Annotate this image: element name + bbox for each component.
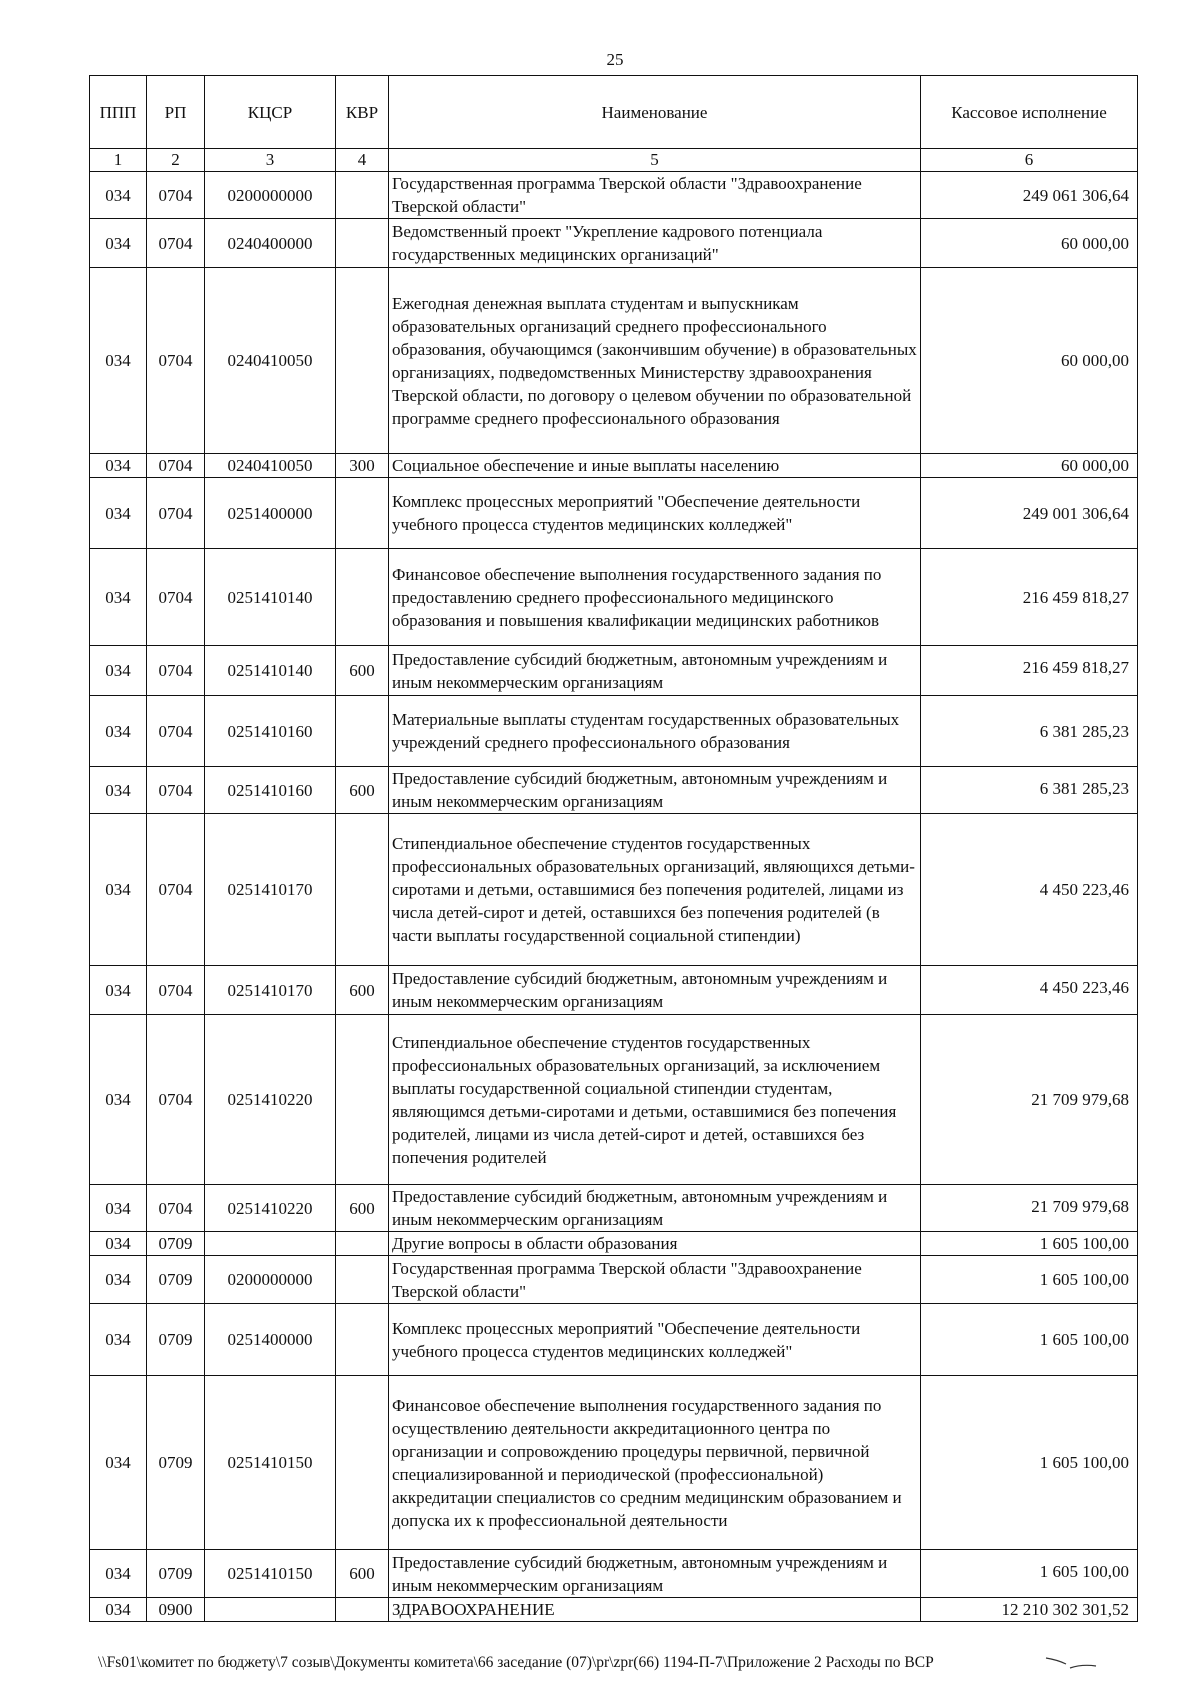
pen-mark-icon: [1044, 1654, 1100, 1672]
cell-amount: 1 605 100,00: [921, 1232, 1138, 1256]
cell-kcsr: 0251400000: [205, 1304, 336, 1376]
header-ppp: ППП: [90, 76, 147, 149]
cell-name: Комплекс процессных мероприятий "Обеспечение деятельности учебного процесса студентов медицинских колледжей": [389, 478, 921, 549]
cell-kcsr: 0251410220: [205, 1185, 336, 1232]
cell-amount: 1 605 100,00: [921, 1376, 1138, 1550]
cell-kvr: 300: [336, 454, 389, 478]
cell-kcsr: 0251410150: [205, 1550, 336, 1598]
cell-name: Материальные выплаты студентам государственных образовательных учреждений среднего профессионального образования: [389, 696, 921, 767]
cell-rp: 0709: [147, 1256, 205, 1304]
cell-rp: 0900: [147, 1598, 205, 1622]
cell-rp: 0709: [147, 1376, 205, 1550]
cell-amount: 216 459 818,27: [921, 549, 1138, 646]
column-number: 3: [205, 149, 336, 172]
cell-kcsr: [205, 1598, 336, 1622]
cell-amount: 12 210 302 301,52: [921, 1598, 1138, 1622]
cell-kvr: [336, 549, 389, 646]
cell-name: Другие вопросы в области образования: [389, 1232, 921, 1256]
cell-kcsr: 0251410160: [205, 767, 336, 814]
cell-ppp: 034: [90, 1256, 147, 1304]
cell-ppp: 034: [90, 966, 147, 1015]
cell-rp: 0709: [147, 1232, 205, 1256]
cell-amount: 1 605 100,00: [921, 1256, 1138, 1304]
table-row: [90, 814, 1138, 966]
cell-amount: 1 605 100,00: [921, 1304, 1138, 1376]
cell-kcsr: 0200000000: [205, 1256, 336, 1304]
cell-ppp: 034: [90, 1550, 147, 1598]
cell-kcsr: 0251410220: [205, 1015, 336, 1185]
cell-rp: 0704: [147, 219, 205, 268]
cell-name: Государственная программа Тверской области "Здравоохранение Тверской области": [389, 1256, 921, 1304]
cell-rp: 0709: [147, 1550, 205, 1598]
cell-ppp: 034: [90, 1015, 147, 1185]
cell-kcsr: 0240400000: [205, 219, 336, 268]
cell-rp: 0704: [147, 172, 205, 219]
cell-kvr: [336, 478, 389, 549]
column-number: 5: [389, 149, 921, 172]
cell-kvr: [336, 1376, 389, 1550]
cell-amount: 216 459 818,27: [921, 646, 1138, 696]
table-row: [90, 696, 1138, 767]
cell-amount: 21 709 979,68: [921, 1015, 1138, 1185]
cell-rp: 0704: [147, 966, 205, 1015]
cell-rp: 0704: [147, 814, 205, 966]
cell-kcsr: 0251410170: [205, 814, 336, 966]
cell-ppp: 034: [90, 1304, 147, 1376]
cell-name: Ежегодная денежная выплата студентам и выпускникам образовательных организаций среднего профессионального образования, обучающимся (закончившим обучение) в образовательных организациях, подведомственных Министерству здравоохранения Тверской области, по договору о целевом обучении по образовательной программе среднего профессионального образования: [389, 268, 921, 454]
column-number: 1: [90, 149, 147, 172]
cell-kvr: 600: [336, 1185, 389, 1232]
cell-name: Предоставление субсидий бюджетным, автономным учреждениям и иным некоммерческим организациям: [389, 966, 921, 1015]
cell-name: Предоставление субсидий бюджетным, автономным учреждениям и иным некоммерческим организациям: [389, 646, 921, 696]
cell-rp: 0704: [147, 767, 205, 814]
cell-kvr: [336, 1015, 389, 1185]
column-number: 2: [147, 149, 205, 172]
cell-kcsr: 0251410140: [205, 646, 336, 696]
cell-ppp: 034: [90, 1232, 147, 1256]
cell-name: Стипендиальное обеспечение студентов государственных профессиональных образовательных организаций, являющихся детьми-сиротами и детьми, оставшимися без попечения родителей, лицами из числа детей-сирот и детей, оставшихся без попечения родителей (в части выплаты государственной социальной стипендии): [389, 814, 921, 966]
cell-name: Предоставление субсидий бюджетным, автономным учреждениям и иным некоммерческим организациям: [389, 767, 921, 814]
cell-name: Предоставление субсидий бюджетным, автономным учреждениям и иным некоммерческим организациям: [389, 1185, 921, 1232]
cell-kvr: [336, 1256, 389, 1304]
cell-kvr: 600: [336, 767, 389, 814]
column-number-row: [90, 149, 1138, 172]
cell-kvr: 600: [336, 966, 389, 1015]
budget-table: [89, 75, 1138, 1622]
cell-amount: 4 450 223,46: [921, 814, 1138, 966]
cell-rp: 0704: [147, 696, 205, 767]
table-row: [90, 767, 1138, 814]
cell-name: Социальное обеспечение и иные выплаты населению: [389, 454, 921, 478]
cell-ppp: 034: [90, 268, 147, 454]
column-number: 6: [921, 149, 1138, 172]
cell-rp: 0704: [147, 454, 205, 478]
cell-ppp: 034: [90, 1185, 147, 1232]
page-number: 25: [606, 50, 624, 69]
cell-rp: 0709: [147, 1304, 205, 1376]
cell-amount: 4 450 223,46: [921, 966, 1138, 1015]
cell-ppp: 034: [90, 1598, 147, 1622]
cell-ppp: 034: [90, 646, 147, 696]
cell-amount: 249 001 306,64: [921, 478, 1138, 549]
column-number: 4: [336, 149, 389, 172]
table-row: [90, 646, 1138, 696]
cell-rp: 0704: [147, 1185, 205, 1232]
cell-kvr: [336, 1232, 389, 1256]
cell-name: Государственная программа Тверской области "Здравоохранение Тверской области": [389, 172, 921, 219]
table-row: [90, 268, 1138, 454]
cell-name: Стипендиальное обеспечение студентов государственных профессиональных образовательных организаций, за исключением выплаты государственной социальной стипендии студентам, являющимся детьми-сиротами и детьми, оставшимися без попечения родителей, лицами из числа детей-сирот и детей, оставшихся без попечения родителей: [389, 1015, 921, 1185]
cell-amount: 6 381 285,23: [921, 767, 1138, 814]
table-row: [90, 478, 1138, 549]
cell-name: Финансовое обеспечение выполнения государственного задания по предоставлению среднего профессионального медицинского образования и повышения квалификации медицинских работников: [389, 549, 921, 646]
table-row: [90, 1598, 1138, 1622]
cell-rp: 0704: [147, 1015, 205, 1185]
header-kcsr: КЦСР: [205, 76, 336, 149]
cell-rp: 0704: [147, 549, 205, 646]
cell-name: ЗДРАВООХРАНЕНИЕ: [389, 1598, 921, 1622]
table-row: [90, 966, 1138, 1015]
cell-amount: 60 000,00: [921, 268, 1138, 454]
cell-kvr: [336, 268, 389, 454]
cell-amount: 249 061 306,64: [921, 172, 1138, 219]
cell-rp: 0704: [147, 268, 205, 454]
cell-kvr: [336, 172, 389, 219]
cell-rp: 0704: [147, 646, 205, 696]
cell-kcsr: 0240410050: [205, 454, 336, 478]
cell-name: Комплекс процессных мероприятий "Обеспечение деятельности учебного процесса студентов медицинских колледжей": [389, 1304, 921, 1376]
cell-amount: 6 381 285,23: [921, 696, 1138, 767]
cell-kvr: 600: [336, 1550, 389, 1598]
cell-ppp: 034: [90, 478, 147, 549]
cell-kvr: [336, 219, 389, 268]
cell-kvr: 600: [336, 646, 389, 696]
header-row: [90, 76, 1138, 149]
table-row: [90, 454, 1138, 478]
cell-kcsr: 0240410050: [205, 268, 336, 454]
header-kvr: КВР: [336, 76, 389, 149]
cell-ppp: 034: [90, 814, 147, 966]
cell-ppp: 034: [90, 219, 147, 268]
footer-file-path: \\Fs01\комитет по бюджету\7 созыв\Документы комитета\66 заседание (07)\pr\zpr(66) 1194-П-7\Приложение 2 Расходы по ВСР: [98, 1654, 934, 1671]
cell-amount: 1 605 100,00: [921, 1550, 1138, 1598]
cell-name: Финансовое обеспечение выполнения государственного задания по осуществлению деятельности аккредитационного центра по организации и сопровождению процедуры первичной, первичной специализированной и периодической (профессиональной) аккредитации специалистов со средним медицинским образованием и допуска их к профессиональной деятельности: [389, 1376, 921, 1550]
table-row: [90, 219, 1138, 268]
cell-name: Ведомственный проект "Укрепление кадрового потенциала государственных медицинских организаций": [389, 219, 921, 268]
table-row: [90, 549, 1138, 646]
table-row: [90, 172, 1138, 219]
cell-kcsr: 0251410170: [205, 966, 336, 1015]
cell-amount: 60 000,00: [921, 454, 1138, 478]
cell-ppp: 034: [90, 696, 147, 767]
cell-amount: 21 709 979,68: [921, 1185, 1138, 1232]
header-amount: Кассовое исполнение: [921, 76, 1138, 149]
cell-kcsr: 0251410150: [205, 1376, 336, 1550]
cell-ppp: 034: [90, 767, 147, 814]
table-row: [90, 1185, 1138, 1232]
cell-rp: 0704: [147, 478, 205, 549]
table-row: [90, 1376, 1138, 1550]
cell-amount: 60 000,00: [921, 219, 1138, 268]
table-row: [90, 1015, 1138, 1185]
cell-kvr: [336, 1598, 389, 1622]
cell-kcsr: [205, 1232, 336, 1256]
cell-ppp: 034: [90, 172, 147, 219]
cell-kcsr: 0251410140: [205, 549, 336, 646]
table-row: [90, 1304, 1138, 1376]
cell-ppp: 034: [90, 454, 147, 478]
cell-ppp: 034: [90, 1376, 147, 1550]
header-name: Наименование: [389, 76, 921, 149]
cell-kcsr: 0200000000: [205, 172, 336, 219]
cell-kcsr: 0251410160: [205, 696, 336, 767]
cell-kvr: [336, 696, 389, 767]
table-row: [90, 1550, 1138, 1598]
cell-kcsr: 0251400000: [205, 478, 336, 549]
header-rp: РП: [147, 76, 205, 149]
cell-name: Предоставление субсидий бюджетным, автономным учреждениям и иным некоммерческим организациям: [389, 1550, 921, 1598]
table-row: [90, 1232, 1138, 1256]
table-row: [90, 1256, 1138, 1304]
cell-kvr: [336, 814, 389, 966]
cell-ppp: 034: [90, 549, 147, 646]
cell-kvr: [336, 1304, 389, 1376]
